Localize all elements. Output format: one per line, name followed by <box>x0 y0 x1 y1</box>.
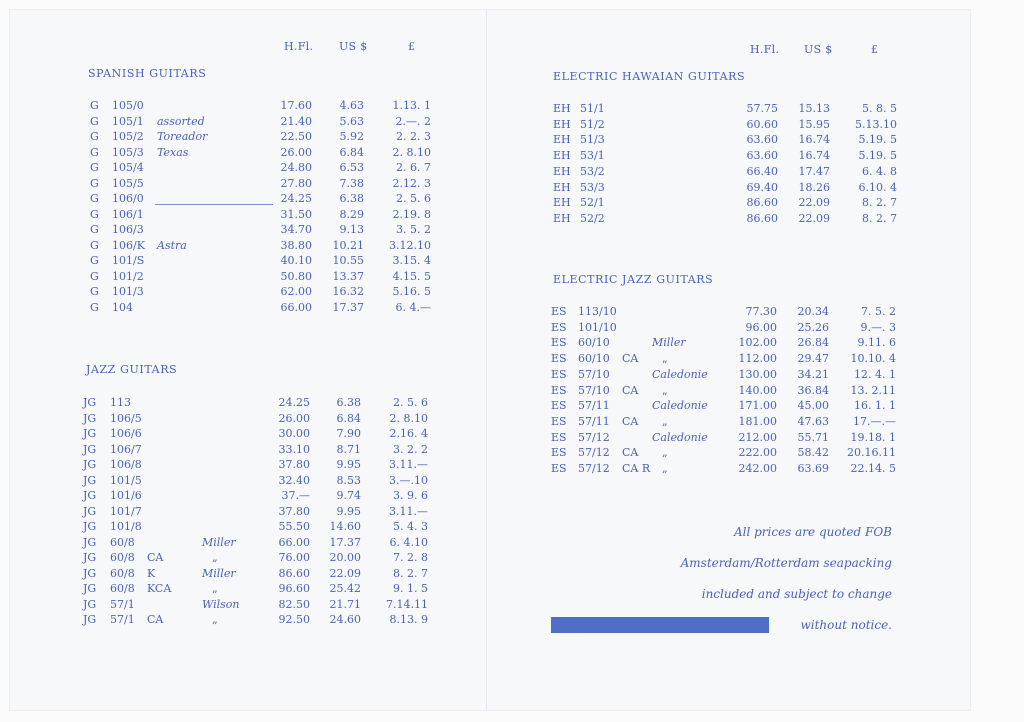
model-prefix: JG <box>83 443 97 456</box>
price-gbp: 3. 9. 6 <box>393 489 428 502</box>
model-number: 101/3 <box>112 285 144 298</box>
price-hfl: 50.80 <box>280 270 312 283</box>
model-number: 51/2 <box>580 118 605 131</box>
model-prefix: EH <box>553 196 571 209</box>
price-hfl: 37.80 <box>278 458 310 471</box>
model-number: 57/10 <box>578 368 610 381</box>
price-gbp: 3.11.— <box>389 505 428 518</box>
price-gbp: 9.11. 6 <box>857 336 896 349</box>
model-number: 51/1 <box>580 102 605 115</box>
model-name: Caledonie <box>652 399 708 412</box>
price-hfl: 86.60 <box>278 567 310 580</box>
price-hfl: 17.60 <box>280 99 312 112</box>
model-prefix: G <box>90 99 99 112</box>
price-hfl: 32.40 <box>278 474 310 487</box>
model-prefix: ES <box>551 431 567 444</box>
model-prefix: G <box>90 285 99 298</box>
price-gbp: 10.10. 4 <box>850 352 896 365</box>
price-hfl: 181.00 <box>738 415 777 428</box>
model-note: assorted <box>157 115 205 128</box>
price-gbp: 8. 2. 7 <box>862 212 897 225</box>
model-note: CA <box>147 613 164 626</box>
model-name: Miller <box>202 536 236 549</box>
model-note: CA <box>622 384 639 397</box>
price-gbp: 22.14. 5 <box>850 462 896 475</box>
price-usd: 22.09 <box>798 196 830 209</box>
price-usd: 20.00 <box>329 551 361 564</box>
model-number: 106/6 <box>110 427 142 440</box>
price-usd: 9.95 <box>336 505 361 518</box>
price-hfl: 63.60 <box>746 149 778 162</box>
model-prefix: JG <box>83 427 97 440</box>
price-hfl: 130.00 <box>738 368 777 381</box>
price-gbp: 5.19. 5 <box>858 133 897 146</box>
model-number: 57/12 <box>578 431 610 444</box>
model-number: 60/8 <box>110 567 135 580</box>
price-gbp: 2. 5. 6 <box>396 192 431 205</box>
price-gbp: 8. 2. 7 <box>862 196 897 209</box>
price-usd: 29.47 <box>797 352 829 365</box>
model-number: 57/1 <box>110 613 135 626</box>
price-gbp: 2.—. 2 <box>395 115 431 128</box>
model-prefix: EH <box>553 102 571 115</box>
price-hfl: 24.25 <box>278 396 310 409</box>
model-name: „ <box>662 352 668 365</box>
model-prefix: G <box>90 254 99 267</box>
price-hfl: 102.00 <box>738 336 777 349</box>
price-hfl: 66.00 <box>280 301 312 314</box>
price-gbp: 17.—.— <box>853 415 896 428</box>
price-hfl: 242.00 <box>738 462 777 475</box>
price-gbp: 6. 4.10 <box>389 536 428 549</box>
model-name: Miller <box>652 336 686 349</box>
price-hfl: 26.00 <box>280 146 312 159</box>
price-gbp: 3.—.10 <box>389 474 428 487</box>
model-number: 101/S <box>112 254 145 267</box>
price-hfl: 212.00 <box>738 431 777 444</box>
price-hfl: 26.00 <box>278 412 310 425</box>
price-hfl: 38.80 <box>280 239 312 252</box>
model-number: 57/12 <box>578 446 610 459</box>
price-gbp: 5.19. 5 <box>858 149 897 162</box>
price-hfl: 112.00 <box>738 352 777 365</box>
model-prefix: ES <box>551 336 567 349</box>
model-prefix: ES <box>551 415 567 428</box>
model-prefix: G <box>90 208 99 221</box>
model-prefix: JG <box>83 520 97 533</box>
model-prefix: ES <box>551 462 567 475</box>
model-number: 53/1 <box>580 149 605 162</box>
price-usd: 36.84 <box>797 384 829 397</box>
model-note: Toreador <box>157 130 208 143</box>
model-number: 52/1 <box>580 196 605 209</box>
model-name: Caledonie <box>652 431 708 444</box>
price-hfl: 62.00 <box>280 285 312 298</box>
price-gbp: 12. 4. 1 <box>854 368 896 381</box>
model-note: CA <box>147 551 164 564</box>
price-gbp: 6. 4. 8 <box>862 165 897 178</box>
price-usd: 9.13 <box>339 223 364 236</box>
price-usd: 17.47 <box>798 165 830 178</box>
price-usd: 9.95 <box>336 458 361 471</box>
section-title-jazz: JAZZ GUITARS <box>86 363 178 376</box>
price-hfl: 66.00 <box>278 536 310 549</box>
header-hfl-left: H.Fl. <box>284 40 314 53</box>
price-hfl: 57.75 <box>746 102 778 115</box>
price-hfl: 92.50 <box>278 613 310 626</box>
model-note: CA <box>622 415 639 428</box>
model-number: 106/3 <box>112 223 144 236</box>
model-number: 57/1 <box>110 598 135 611</box>
model-number: 106/K <box>112 239 145 252</box>
price-usd: 6.84 <box>339 146 364 159</box>
price-hfl: 96.00 <box>745 321 777 334</box>
price-gbp: 5.13.10 <box>855 118 897 131</box>
model-note: KCA <box>147 582 172 595</box>
price-usd: 21.71 <box>329 598 361 611</box>
model-number: 57/11 <box>578 415 610 428</box>
model-prefix: JG <box>83 412 97 425</box>
price-usd: 24.60 <box>329 613 361 626</box>
price-usd: 18.26 <box>798 181 830 194</box>
price-usd: 15.95 <box>798 118 830 131</box>
price-usd: 20.34 <box>797 305 829 318</box>
model-prefix: JG <box>83 551 97 564</box>
model-prefix: G <box>90 177 99 190</box>
price-hfl: 76.00 <box>278 551 310 564</box>
price-gbp: 2.16. 4 <box>389 427 428 440</box>
model-name: „ <box>662 415 668 428</box>
price-usd: 6.53 <box>339 161 364 174</box>
price-usd: 13.37 <box>332 270 364 283</box>
price-gbp: 1.13. 1 <box>392 99 431 112</box>
model-number: 53/2 <box>580 165 605 178</box>
price-hfl: 33.10 <box>278 443 310 456</box>
model-prefix: ES <box>551 399 567 412</box>
dash-line <box>155 204 273 205</box>
model-number: 57/10 <box>578 384 610 397</box>
price-usd: 63.69 <box>797 462 829 475</box>
price-gbp: 2. 2. 3 <box>396 130 431 143</box>
header-usd-left: US $ <box>339 40 368 53</box>
price-usd: 5.92 <box>339 130 364 143</box>
model-prefix: G <box>90 301 99 314</box>
price-hfl: 63.60 <box>746 133 778 146</box>
price-usd: 6.38 <box>336 396 361 409</box>
price-gbp: 20.16.11 <box>847 446 896 459</box>
price-hfl: 37.80 <box>278 505 310 518</box>
model-name: Caledonie <box>652 368 708 381</box>
price-hfl: 140.00 <box>738 384 777 397</box>
price-gbp: 2. 6. 7 <box>396 161 431 174</box>
price-gbp: 9.—. 3 <box>860 321 896 334</box>
model-number: 60/8 <box>110 551 135 564</box>
note-line-4: without notice. <box>800 618 892 632</box>
price-gbp: 7. 2. 8 <box>393 551 428 564</box>
price-hfl: 22.50 <box>280 130 312 143</box>
model-number: 106/8 <box>110 458 142 471</box>
model-number: 105/2 <box>112 130 144 143</box>
model-prefix: EH <box>553 181 571 194</box>
price-gbp: 6.10. 4 <box>858 181 897 194</box>
price-hfl: 222.00 <box>738 446 777 459</box>
model-number: 60/10 <box>578 352 610 365</box>
model-prefix: EH <box>553 118 571 131</box>
price-gbp: 5. 4. 3 <box>393 520 428 533</box>
price-usd: 47.63 <box>797 415 829 428</box>
model-number: 101/6 <box>110 489 142 502</box>
price-hfl: 82.50 <box>278 598 310 611</box>
price-hfl: 24.25 <box>280 192 312 205</box>
price-hfl: 77.30 <box>745 305 777 318</box>
model-prefix: ES <box>551 384 567 397</box>
model-name: „ <box>212 551 218 564</box>
note-line-3: included and subject to change <box>701 587 892 601</box>
model-prefix: G <box>90 270 99 283</box>
model-prefix: EH <box>553 149 571 162</box>
model-prefix: JG <box>83 396 97 409</box>
price-usd: 16.32 <box>332 285 364 298</box>
model-number: 60/8 <box>110 536 135 549</box>
model-prefix: ES <box>551 321 567 334</box>
model-number: 105/3 <box>112 146 144 159</box>
model-number: 101/2 <box>112 270 144 283</box>
price-usd: 22.09 <box>329 567 361 580</box>
price-usd: 8.71 <box>336 443 361 456</box>
price-usd: 7.90 <box>336 427 361 440</box>
model-prefix: ES <box>551 352 567 365</box>
price-usd: 8.53 <box>336 474 361 487</box>
price-hfl: 69.40 <box>746 181 778 194</box>
price-usd: 25.26 <box>797 321 829 334</box>
model-note: CA <box>622 446 639 459</box>
model-number: 60/10 <box>578 336 610 349</box>
price-usd: 58.42 <box>797 446 829 459</box>
model-number: 106/0 <box>112 192 144 205</box>
price-gbp: 9. 1. 5 <box>393 582 428 595</box>
price-hfl: 96.60 <box>278 582 310 595</box>
model-number: 105/0 <box>112 99 144 112</box>
model-name: „ <box>212 613 218 626</box>
model-number: 105/4 <box>112 161 144 174</box>
model-number: 52/2 <box>580 212 605 225</box>
model-prefix: G <box>90 161 99 174</box>
model-note: Astra <box>157 239 187 252</box>
price-hfl: 37.— <box>281 489 310 502</box>
model-number: 60/8 <box>110 582 135 595</box>
price-usd: 34.21 <box>797 368 829 381</box>
model-prefix: JG <box>83 474 97 487</box>
price-usd: 6.38 <box>339 192 364 205</box>
price-hfl: 27.80 <box>280 177 312 190</box>
model-number: 105/5 <box>112 177 144 190</box>
model-number: 101/8 <box>110 520 142 533</box>
model-number: 105/1 <box>112 115 144 128</box>
price-hfl: 86.60 <box>746 212 778 225</box>
model-prefix: EH <box>553 212 571 225</box>
model-number: 104 <box>112 301 133 314</box>
price-gbp: 2. 5. 6 <box>393 396 428 409</box>
price-usd: 26.84 <box>797 336 829 349</box>
model-prefix: JG <box>83 567 97 580</box>
price-usd: 17.37 <box>329 536 361 549</box>
model-prefix: ES <box>551 368 567 381</box>
price-gbp: 7. 5. 2 <box>861 305 896 318</box>
model-prefix: JG <box>83 458 97 471</box>
price-gbp: 13. 2.11 <box>850 384 896 397</box>
model-name: Wilson <box>202 598 240 611</box>
model-note: Texas <box>157 146 189 159</box>
price-hfl: 66.40 <box>746 165 778 178</box>
model-prefix: JG <box>83 582 97 595</box>
price-gbp: 2. 8.10 <box>392 146 431 159</box>
price-usd: 14.60 <box>329 520 361 533</box>
model-prefix: EH <box>553 165 571 178</box>
model-number: 113/10 <box>578 305 617 318</box>
model-number: 101/5 <box>110 474 142 487</box>
price-gbp: 3.12.10 <box>389 239 431 252</box>
model-number: 106/5 <box>110 412 142 425</box>
model-name: „ <box>662 462 668 475</box>
model-note: CA <box>622 352 639 365</box>
model-prefix: G <box>90 146 99 159</box>
price-usd: 7.38 <box>339 177 364 190</box>
model-number: 101/7 <box>110 505 142 518</box>
model-prefix: JG <box>83 613 97 626</box>
price-usd: 17.37 <box>332 301 364 314</box>
note-line-1: All prices are quoted FOB <box>733 525 892 539</box>
model-name: Miller <box>202 567 236 580</box>
price-gbp: 5.16. 5 <box>392 285 431 298</box>
model-name: „ <box>662 384 668 397</box>
price-usd: 15.13 <box>798 102 830 115</box>
model-name: „ <box>212 582 218 595</box>
section-title-hawaiian: ELECTRIC HAWAIAN GUITARS <box>553 70 746 83</box>
blue-bar <box>551 617 769 633</box>
price-usd: 4.63 <box>339 99 364 112</box>
header-hfl-right: H.Fl. <box>750 43 780 56</box>
model-number: 53/3 <box>580 181 605 194</box>
price-gbp: 8. 2. 7 <box>393 567 428 580</box>
price-usd: 55.71 <box>797 431 829 444</box>
price-hfl: 24.80 <box>280 161 312 174</box>
price-hfl: 21.40 <box>280 115 312 128</box>
model-number: 101/10 <box>578 321 617 334</box>
price-gbp: 5. 8. 5 <box>862 102 897 115</box>
price-hfl: 86.60 <box>746 196 778 209</box>
price-gbp: 3. 5. 2 <box>396 223 431 236</box>
price-hfl: 40.10 <box>280 254 312 267</box>
model-number: 57/12 <box>578 462 610 475</box>
price-gbp: 3. 2. 2 <box>393 443 428 456</box>
model-prefix: ES <box>551 305 567 318</box>
model-prefix: JG <box>83 536 97 549</box>
model-prefix: G <box>90 130 99 143</box>
price-usd: 10.55 <box>332 254 364 267</box>
price-usd: 5.63 <box>339 115 364 128</box>
price-hfl: 31.50 <box>280 208 312 221</box>
model-note: CA R <box>622 462 651 475</box>
price-gbp: 2.19. 8 <box>392 208 431 221</box>
price-usd: 9.74 <box>336 489 361 502</box>
page-fold-divider <box>486 10 487 710</box>
section-title-electric-jazz: ELECTRIC JAZZ GUITARS <box>553 273 714 286</box>
price-usd: 16.74 <box>798 149 830 162</box>
model-number: 51/3 <box>580 133 605 146</box>
header-gbp-left: £ <box>408 40 416 53</box>
model-name: „ <box>662 446 668 459</box>
header-usd-right: US $ <box>804 43 833 56</box>
price-gbp: 6. 4.— <box>395 301 431 314</box>
model-prefix: G <box>90 115 99 128</box>
model-prefix: G <box>90 239 99 252</box>
model-number: 113 <box>110 396 131 409</box>
price-gbp: 19.18. 1 <box>850 431 896 444</box>
model-prefix: JG <box>83 598 97 611</box>
price-hfl: 34.70 <box>280 223 312 236</box>
price-usd: 10.21 <box>332 239 364 252</box>
price-gbp: 4.15. 5 <box>392 270 431 283</box>
note-line-2: Amsterdam/Rotterdam seapacking <box>680 556 892 570</box>
price-usd: 8.29 <box>339 208 364 221</box>
price-gbp: 2. 8.10 <box>389 412 428 425</box>
price-gbp: 3.15. 4 <box>392 254 431 267</box>
price-usd: 6.84 <box>336 412 361 425</box>
price-gbp: 3.11.— <box>389 458 428 471</box>
header-gbp-right: £ <box>871 43 879 56</box>
model-note: K <box>147 567 156 580</box>
price-hfl: 171.00 <box>738 399 777 412</box>
price-usd: 16.74 <box>798 133 830 146</box>
price-gbp: 16. 1. 1 <box>854 399 896 412</box>
price-hfl: 30.00 <box>278 427 310 440</box>
price-hfl: 60.60 <box>746 118 778 131</box>
model-prefix: G <box>90 192 99 205</box>
model-prefix: ES <box>551 446 567 459</box>
price-usd: 22.09 <box>798 212 830 225</box>
price-usd: 45.00 <box>797 399 829 412</box>
price-hfl: 55.50 <box>278 520 310 533</box>
model-prefix: EH <box>553 133 571 146</box>
model-number: 57/11 <box>578 399 610 412</box>
model-number: 106/1 <box>112 208 144 221</box>
price-gbp: 7.14.11 <box>386 598 428 611</box>
price-gbp: 2.12. 3 <box>392 177 431 190</box>
price-usd: 25.42 <box>329 582 361 595</box>
model-prefix: JG <box>83 489 97 502</box>
section-title-spanish: SPANISH GUITARS <box>88 67 207 80</box>
model-number: 106/7 <box>110 443 142 456</box>
price-gbp: 8.13. 9 <box>389 613 428 626</box>
model-prefix: G <box>90 223 99 236</box>
model-prefix: JG <box>83 505 97 518</box>
